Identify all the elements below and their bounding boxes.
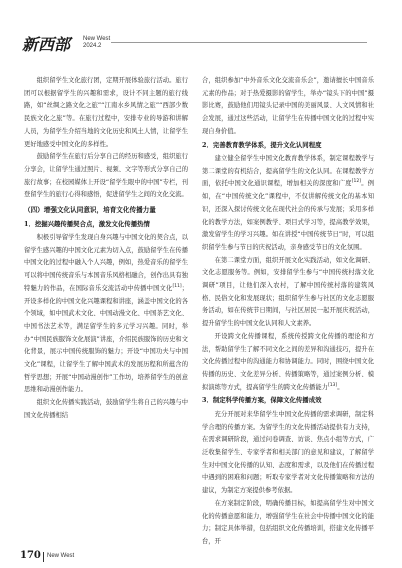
paragraph-text: 。例如，在“中国传统文化”课程中，不仅讲解传统文化的基本知识，还深入探讨传统文化在现代社会的传承与发展；采用多样化的教学方法，如案例教学、项目式学习等，提高教学效果，激发留学生的学习兴趣。如在讲授“中国传统节日”时，可以组织留学生参与节日的庆祝活动，亲身感受节日的文化氛围。 xyxy=(202,180,375,251)
paragraph-text: 1．挖掘兴趣传播契合点，激发文化传播热情 xyxy=(24,219,150,228)
paragraph xyxy=(202,75,374,139)
paragraph-text: （四）增强文化认同意识，培育文化传播力量 xyxy=(24,206,156,215)
paragraph xyxy=(24,232,188,397)
paragraph-text: 。 xyxy=(337,383,344,391)
article-column-right xyxy=(202,75,374,549)
footer-journal-name: New West xyxy=(47,553,75,559)
paragraph-text: 3．制定科学传播方案，保障文化传播成效 xyxy=(202,396,322,405)
paragraph-text: 积极引导留学生发现自身兴趣与中国文化的契合点，以留学生感兴趣的中国文化元素为切入点，鼓励留学生在传播中国文化的过程中融入个人兴趣，例如，热爱音乐的留学生可以将中国传统音乐与本国音乐风格相融合，创作出具有独特魅力的作品，在国际音乐交流活动中传播中国文化 xyxy=(24,234,188,292)
journal-name-en: New West xyxy=(83,36,111,42)
article-column-left xyxy=(24,75,188,423)
paragraph-text: 组织文化传播实践活动，鼓励留学生将自己的兴趣与中国文化传播相结 xyxy=(24,399,188,419)
page-header xyxy=(0,0,402,60)
page-footer xyxy=(0,548,402,568)
section-heading xyxy=(24,204,188,217)
paragraph-text: 组织留学生文化旅行团，定期开展体验旅行活动。旅行团可以根据留学生的兴趣和需求，设计不同主题的旅行线路，如“丝绸之路文化之旅”“江南水乡风情之旅”“西部少数民族文化之旅”等。在旅行过程中，安排专业的导游和讲解人员，为留学生介绍当地的文化历史和风土人情，让留学生更好地感受中国文化的多样性。 xyxy=(24,77,188,148)
paragraph xyxy=(202,255,374,331)
paragraph xyxy=(24,151,188,202)
paragraph-text: 合，组织参加“中外音乐文化交流音乐会”，邀请擅长中国音乐元素的作品；对于热爱摄影的留学生，举办“镜头下的中国”摄影比赛，鼓励他们用镜头记录中国的美丽风景、人文风情和社会发展，通过这些活动，让留学生在传播中国文化的过程中实现自身价值。 xyxy=(202,77,374,135)
paragraph-text: 建立健全留学生中国文化教育教学体系，制定课程教学与第二课堂的有机结合，提高留学生的文化认同。在课程教学方面，依托中国文化通识课程，增加相关的深度和广度 xyxy=(202,155,374,188)
subsection-heading xyxy=(202,394,374,407)
subsection-heading xyxy=(24,218,188,231)
citation-marker: [13] xyxy=(327,382,338,388)
paragraph-text: ；开设多样化的中国文化兴趣课程和讲座，涵盖中国文化的各个领域，如中国武术文化、中国动漫文化、中国茶艺文化、中国书法艺术等，满足留学生的多元学习兴趣。同时，举办“中国民族服饰文化展演”讲座，介绍民族服饰的历史和文化背景，展示中国传统服饰的魅力；开设“中国功夫与中国文化”课程，让留学生了解中国武术的发展历程和所蕴含的哲学思想；开展“中国动漫创作”工作坊，培养留学生的创意思维和动漫创作能力。 xyxy=(24,284,188,394)
footer-divider xyxy=(43,552,44,562)
paragraph xyxy=(202,331,374,395)
journal-logo-english xyxy=(83,36,110,50)
citation-marker: [12] xyxy=(351,179,361,185)
paragraph-text: 开设跨文化传播课程，系统传授跨文化传播的理论和方法，帮助留学生了解不同文化之间的差异和沟通技巧，提升在文化传播过程中的沟通能力和协调能力。同时，围绕中国文化传播的历史、文化差异分析、传播策略等，通过案例分析、模拟演练等方式，提高留学生的跨文化传播能力 xyxy=(202,332,374,391)
journal-issue: 2024.2 xyxy=(83,43,102,49)
page-number: 170 xyxy=(20,550,41,561)
paragraph xyxy=(202,409,374,498)
paragraph xyxy=(202,153,374,255)
citation-marker: [11] xyxy=(172,283,182,289)
paragraph xyxy=(202,498,374,549)
header-divider xyxy=(111,42,367,43)
paragraph-text: 2．完善教育教学体系，提升文化认同程度 xyxy=(202,140,322,149)
paragraph-text: 鼓励留学生在旅行后分享自己的经历和感受，组织旅行分享会，让留学生通过照片、视频、文字等形式分享自己的旅行故事；在校园媒体上开设“留学生眼中的中国”专栏，刊登留学生的旅行心得和感悟，促进留学生之间的文化交流。 xyxy=(24,153,188,199)
paragraph xyxy=(24,75,188,151)
paragraph xyxy=(24,397,188,422)
paragraph-text: 在方案制定阶段，明确传播目标，如提高留学生对中国文化的传播意愿和能力，增强留学生在社会中传播中国文化的能力；制定具体举措，包括组织文化传播培训，搭建文化传播平台，开 xyxy=(202,499,374,545)
journal-logo: 新西部 xyxy=(22,35,71,54)
paragraph-text: 在第二课堂方面，组织开展文化实践活动，如文化调研、文化志愿服务等。例如，安排留学生参与“中国传统村落文化调研”项目，让他们深入农村，了解中国传统村落的建筑风格、民俗文化和发展现状；组织留学生参与社区的文化志愿服务活动，如在传统节日期间，与社区居民一起开展庆祝活动，提升留学生的中国文化认同和人文素养。 xyxy=(202,256,374,328)
subsection-heading xyxy=(202,139,374,152)
paragraph-text: 充分开展对来华留学生中国文化传播的需求调研，制定科学合理的传播方案。为留学生的文化传播活动提供有力支持，在需求调研阶段，通过问卷调查、访谈、焦点小组等方式，广泛收集留学生、专家学者和相关部门的意见和建议，了解留学生对中国文化传播的认知、态度和需求，以及他们在传播过程中遇到的困难和问题；听取专家学者对文化传播策略和方法的建议，为制定方案提供参考依据。 xyxy=(202,410,374,495)
